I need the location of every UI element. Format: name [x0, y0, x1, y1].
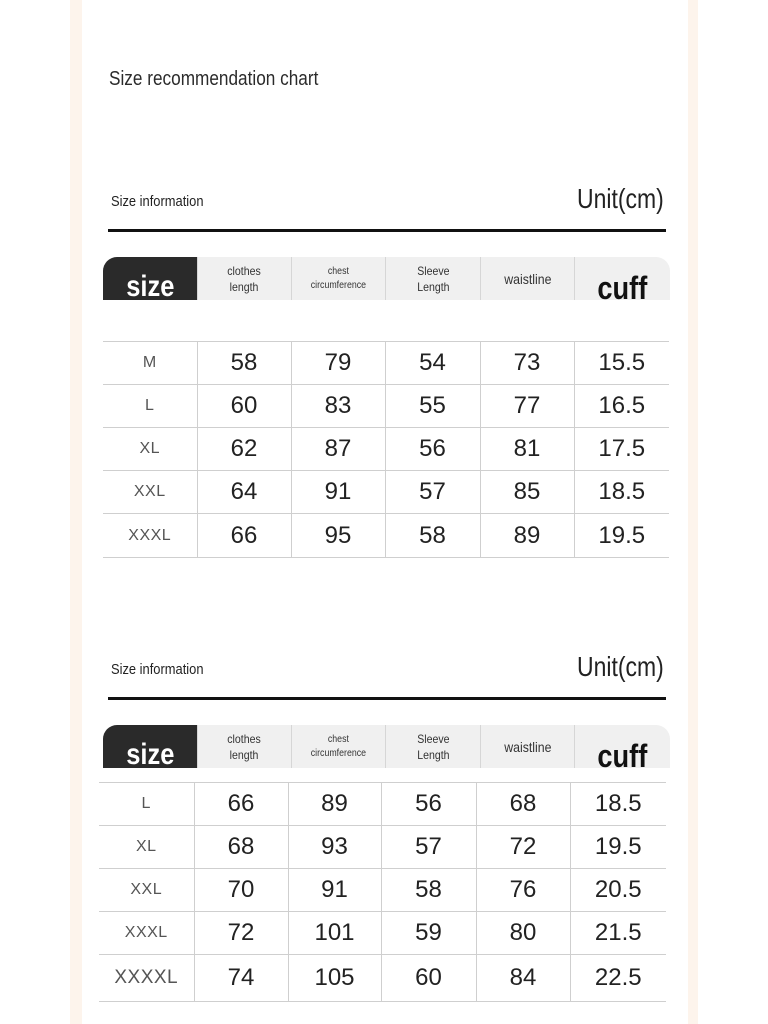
- sleeve-cell: 58: [385, 514, 480, 558]
- header-size: size: [103, 725, 198, 768]
- size-data-table: [99, 782, 666, 1002]
- clothes-length-cell: 60: [197, 385, 291, 428]
- chest-cell: 105: [288, 955, 381, 1002]
- header-chest-circumference: chest circumference: [292, 257, 386, 300]
- chest-cell: 101: [288, 912, 381, 955]
- chest-cell: 79: [291, 342, 385, 385]
- sleeve-cell: 57: [381, 826, 476, 869]
- cuff-cell: 20.5: [570, 869, 666, 912]
- waistline-cell: 77: [480, 385, 574, 428]
- size-cell: XL: [99, 826, 194, 869]
- sleeve-cell: 56: [385, 428, 480, 471]
- cuff-cell: 22.5: [570, 955, 666, 1002]
- clothes-length-cell: 70: [194, 869, 288, 912]
- size-info-label: Size information: [111, 193, 204, 210]
- size-cell: M: [103, 342, 197, 385]
- waistline-cell: 81: [480, 428, 574, 471]
- chest-cell: 91: [291, 471, 385, 514]
- unit-label: Unit(cm): [577, 651, 664, 682]
- header-clothes-length: clothes length: [198, 725, 292, 768]
- left-side-stripe: [70, 0, 82, 1024]
- sleeve-cell: 57: [385, 471, 480, 514]
- clothes-length-cell: 72: [194, 912, 288, 955]
- waistline-cell: 68: [476, 783, 570, 826]
- cuff-cell: 18.5: [574, 471, 669, 514]
- table-row: [99, 912, 666, 955]
- clothes-length-cell: 62: [197, 428, 291, 471]
- column-headers: [103, 257, 670, 306]
- header-sleeve-length: Sleeve Length: [386, 725, 481, 768]
- table-row: [99, 869, 666, 912]
- chest-cell: 93: [288, 826, 381, 869]
- cuff-cell: 19.5: [570, 826, 666, 869]
- header-chest-circumference: chest circumference: [292, 725, 386, 768]
- size-info-header: [108, 651, 666, 700]
- size-cell: XXXL: [103, 514, 197, 558]
- cuff-cell: 19.5: [574, 514, 669, 558]
- size-cell: XXXXL: [99, 955, 194, 1002]
- right-side-stripe: [688, 0, 698, 1024]
- sleeve-cell: 55: [385, 385, 480, 428]
- header-waistline: waistline: [481, 257, 575, 300]
- size-cell: XXL: [103, 471, 197, 514]
- waistline-cell: 85: [480, 471, 574, 514]
- table-row: [103, 514, 669, 558]
- header-cuff: cuff: [575, 725, 670, 768]
- size-cell: L: [99, 783, 194, 826]
- chest-cell: 89: [288, 783, 381, 826]
- header-size: size: [103, 257, 198, 300]
- clothes-length-cell: 58: [197, 342, 291, 385]
- waistline-cell: 73: [480, 342, 574, 385]
- waistline-cell: 72: [476, 826, 570, 869]
- clothes-length-cell: 66: [194, 783, 288, 826]
- cuff-cell: 16.5: [574, 385, 669, 428]
- waistline-cell: 89: [480, 514, 574, 558]
- clothes-length-cell: 66: [197, 514, 291, 558]
- header-waistline: waistline: [481, 725, 575, 768]
- size-data-table: [103, 341, 669, 558]
- waistline-cell: 80: [476, 912, 570, 955]
- chest-cell: 83: [291, 385, 385, 428]
- column-headers: [103, 725, 670, 774]
- size-cell: XXXL: [99, 912, 194, 955]
- sleeve-cell: 60: [381, 955, 476, 1002]
- waistline-cell: 84: [476, 955, 570, 1002]
- size-cell: XL: [103, 428, 197, 471]
- cuff-cell: 21.5: [570, 912, 666, 955]
- table-row: [103, 471, 669, 514]
- sleeve-cell: 54: [385, 342, 480, 385]
- sleeve-cell: 56: [381, 783, 476, 826]
- size-cell: L: [103, 385, 197, 428]
- header-cuff: cuff: [575, 257, 670, 300]
- header-sleeve-length: Sleeve Length: [386, 257, 481, 300]
- table-row: [103, 342, 669, 385]
- clothes-length-cell: 64: [197, 471, 291, 514]
- size-cell: XXL: [99, 869, 194, 912]
- table-row: [99, 955, 666, 1002]
- cuff-cell: 15.5: [574, 342, 669, 385]
- chest-cell: 95: [291, 514, 385, 558]
- chest-cell: 87: [291, 428, 385, 471]
- table-row: [99, 826, 666, 869]
- page-title: Size recommendation chart: [109, 68, 319, 90]
- waistline-cell: 76: [476, 869, 570, 912]
- unit-label: Unit(cm): [577, 183, 664, 214]
- table-row: [103, 428, 669, 471]
- table-row: [103, 385, 669, 428]
- header-clothes-length: clothes length: [198, 257, 292, 300]
- sleeve-cell: 59: [381, 912, 476, 955]
- clothes-length-cell: 68: [194, 826, 288, 869]
- clothes-length-cell: 74: [194, 955, 288, 1002]
- size-info-label: Size information: [111, 661, 204, 678]
- cuff-cell: 17.5: [574, 428, 669, 471]
- table-row: [99, 783, 666, 826]
- sleeve-cell: 58: [381, 869, 476, 912]
- chest-cell: 91: [288, 869, 381, 912]
- size-info-header: [108, 183, 666, 232]
- cuff-cell: 18.5: [570, 783, 666, 826]
